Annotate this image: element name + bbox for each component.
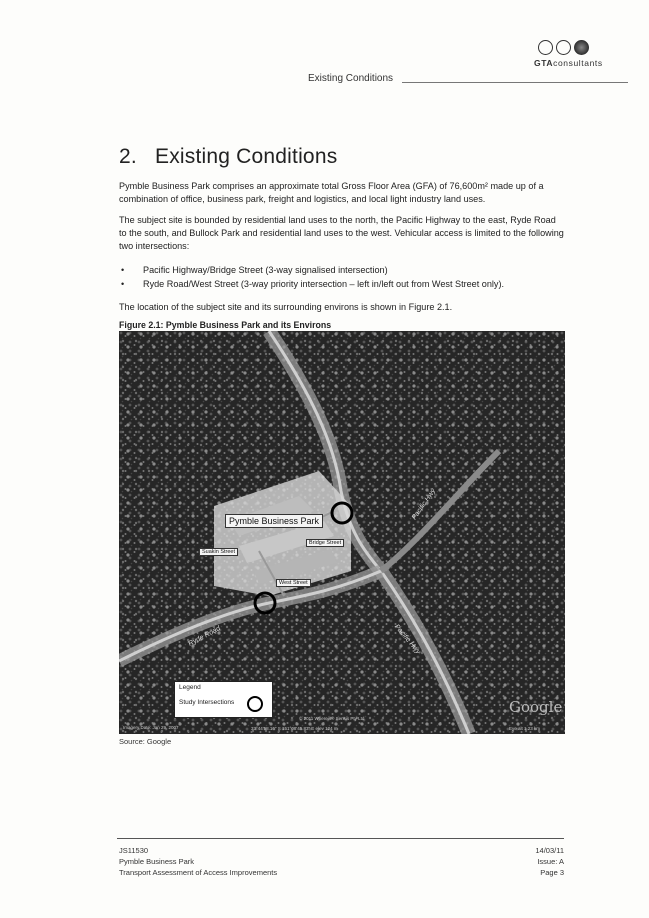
running-head: Existing Conditions: [308, 73, 394, 84]
section-number: 2.: [119, 145, 137, 168]
footer-issue: Issue: A: [537, 857, 564, 866]
footer-job-number: JS11530: [119, 846, 149, 855]
gta-logo: [534, 40, 614, 76]
footer-rule: [117, 838, 564, 839]
list-item: • Ryde Road/West Street (3-way priority intersection – left in/left out from West Street only).: [119, 277, 564, 291]
legend-item-label: Study Intersections: [179, 699, 235, 706]
footer-left: [119, 845, 277, 878]
section-title-text: Existing Conditions: [155, 145, 338, 168]
list-item: • Pacific Highway/Bridge Street (3-way signalised intersection): [119, 263, 564, 277]
google-watermark: Google: [509, 698, 563, 716]
footer-date: 14/03/11: [535, 846, 564, 855]
paragraph-boundaries: The subject site is bounded by residential land uses to the north, the Pacific Highway to the east, Ryde Road to the south, and Bullock Park and residential land uses to the west. Vehicular access is limited to the following two intersections:: [119, 215, 564, 251]
study-intersection-ring-icon: [247, 696, 263, 712]
aerial-map-image: [119, 331, 565, 734]
logo-circles-icon: [538, 40, 614, 55]
aerial-map: [119, 331, 565, 734]
map-legend: [174, 681, 273, 718]
map-label-bridge-street: Bridge Street: [306, 539, 344, 547]
paragraph-gfa: Pymble Business Park comprises an approximate total Gross Floor Area (GFA) of 76,600m² made up of a combination of office, business park, freight and logistics, and local light industry land uses.: [119, 181, 544, 204]
map-label-business-park: Pymble Business Park: [225, 514, 323, 528]
map-label-ryde-road: Ryde Road: [187, 625, 222, 648]
logo-wordmark: GTAconsultants: [534, 58, 603, 68]
map-label-pacific-hwy: Pacific Hwy: [410, 487, 438, 522]
figure-source: Source: Google: [119, 737, 172, 746]
footer-project: Pymble Business Park: [119, 857, 195, 866]
footer-right: [520, 845, 564, 878]
section-title: [119, 145, 337, 169]
footer-page-number: Page 3: [540, 868, 564, 877]
map-copyright: © 2011 Whereis® Sensis Pty Ltd: [299, 716, 365, 721]
map-label-pacific-hwy-south: Pacific Hwy: [392, 623, 422, 656]
map-label-suakin-street: Suakin Street: [199, 548, 238, 556]
figure-caption: Figure 2.1: Pymble Business Park and its Environs: [119, 320, 332, 330]
eye-altitude: Eye alt 1.23 km: [509, 726, 541, 731]
intersection-list: [119, 263, 564, 291]
map-label-west-street: West Street: [276, 579, 311, 587]
map-coordinates: 33°44'58.16" S 151°08'45.83" E elev 124 m: [251, 726, 338, 731]
footer-report-title: Transport Assessment of Access Improvements: [119, 868, 278, 877]
legend-title: Legend: [179, 684, 201, 691]
paragraph-location: The location of the subject site and its surrounding environs is shown in Figure 2.1.: [119, 302, 453, 312]
imagery-date: Imagery Date: Jan 29, 2007: [123, 725, 179, 730]
header-rule: [402, 82, 628, 83]
